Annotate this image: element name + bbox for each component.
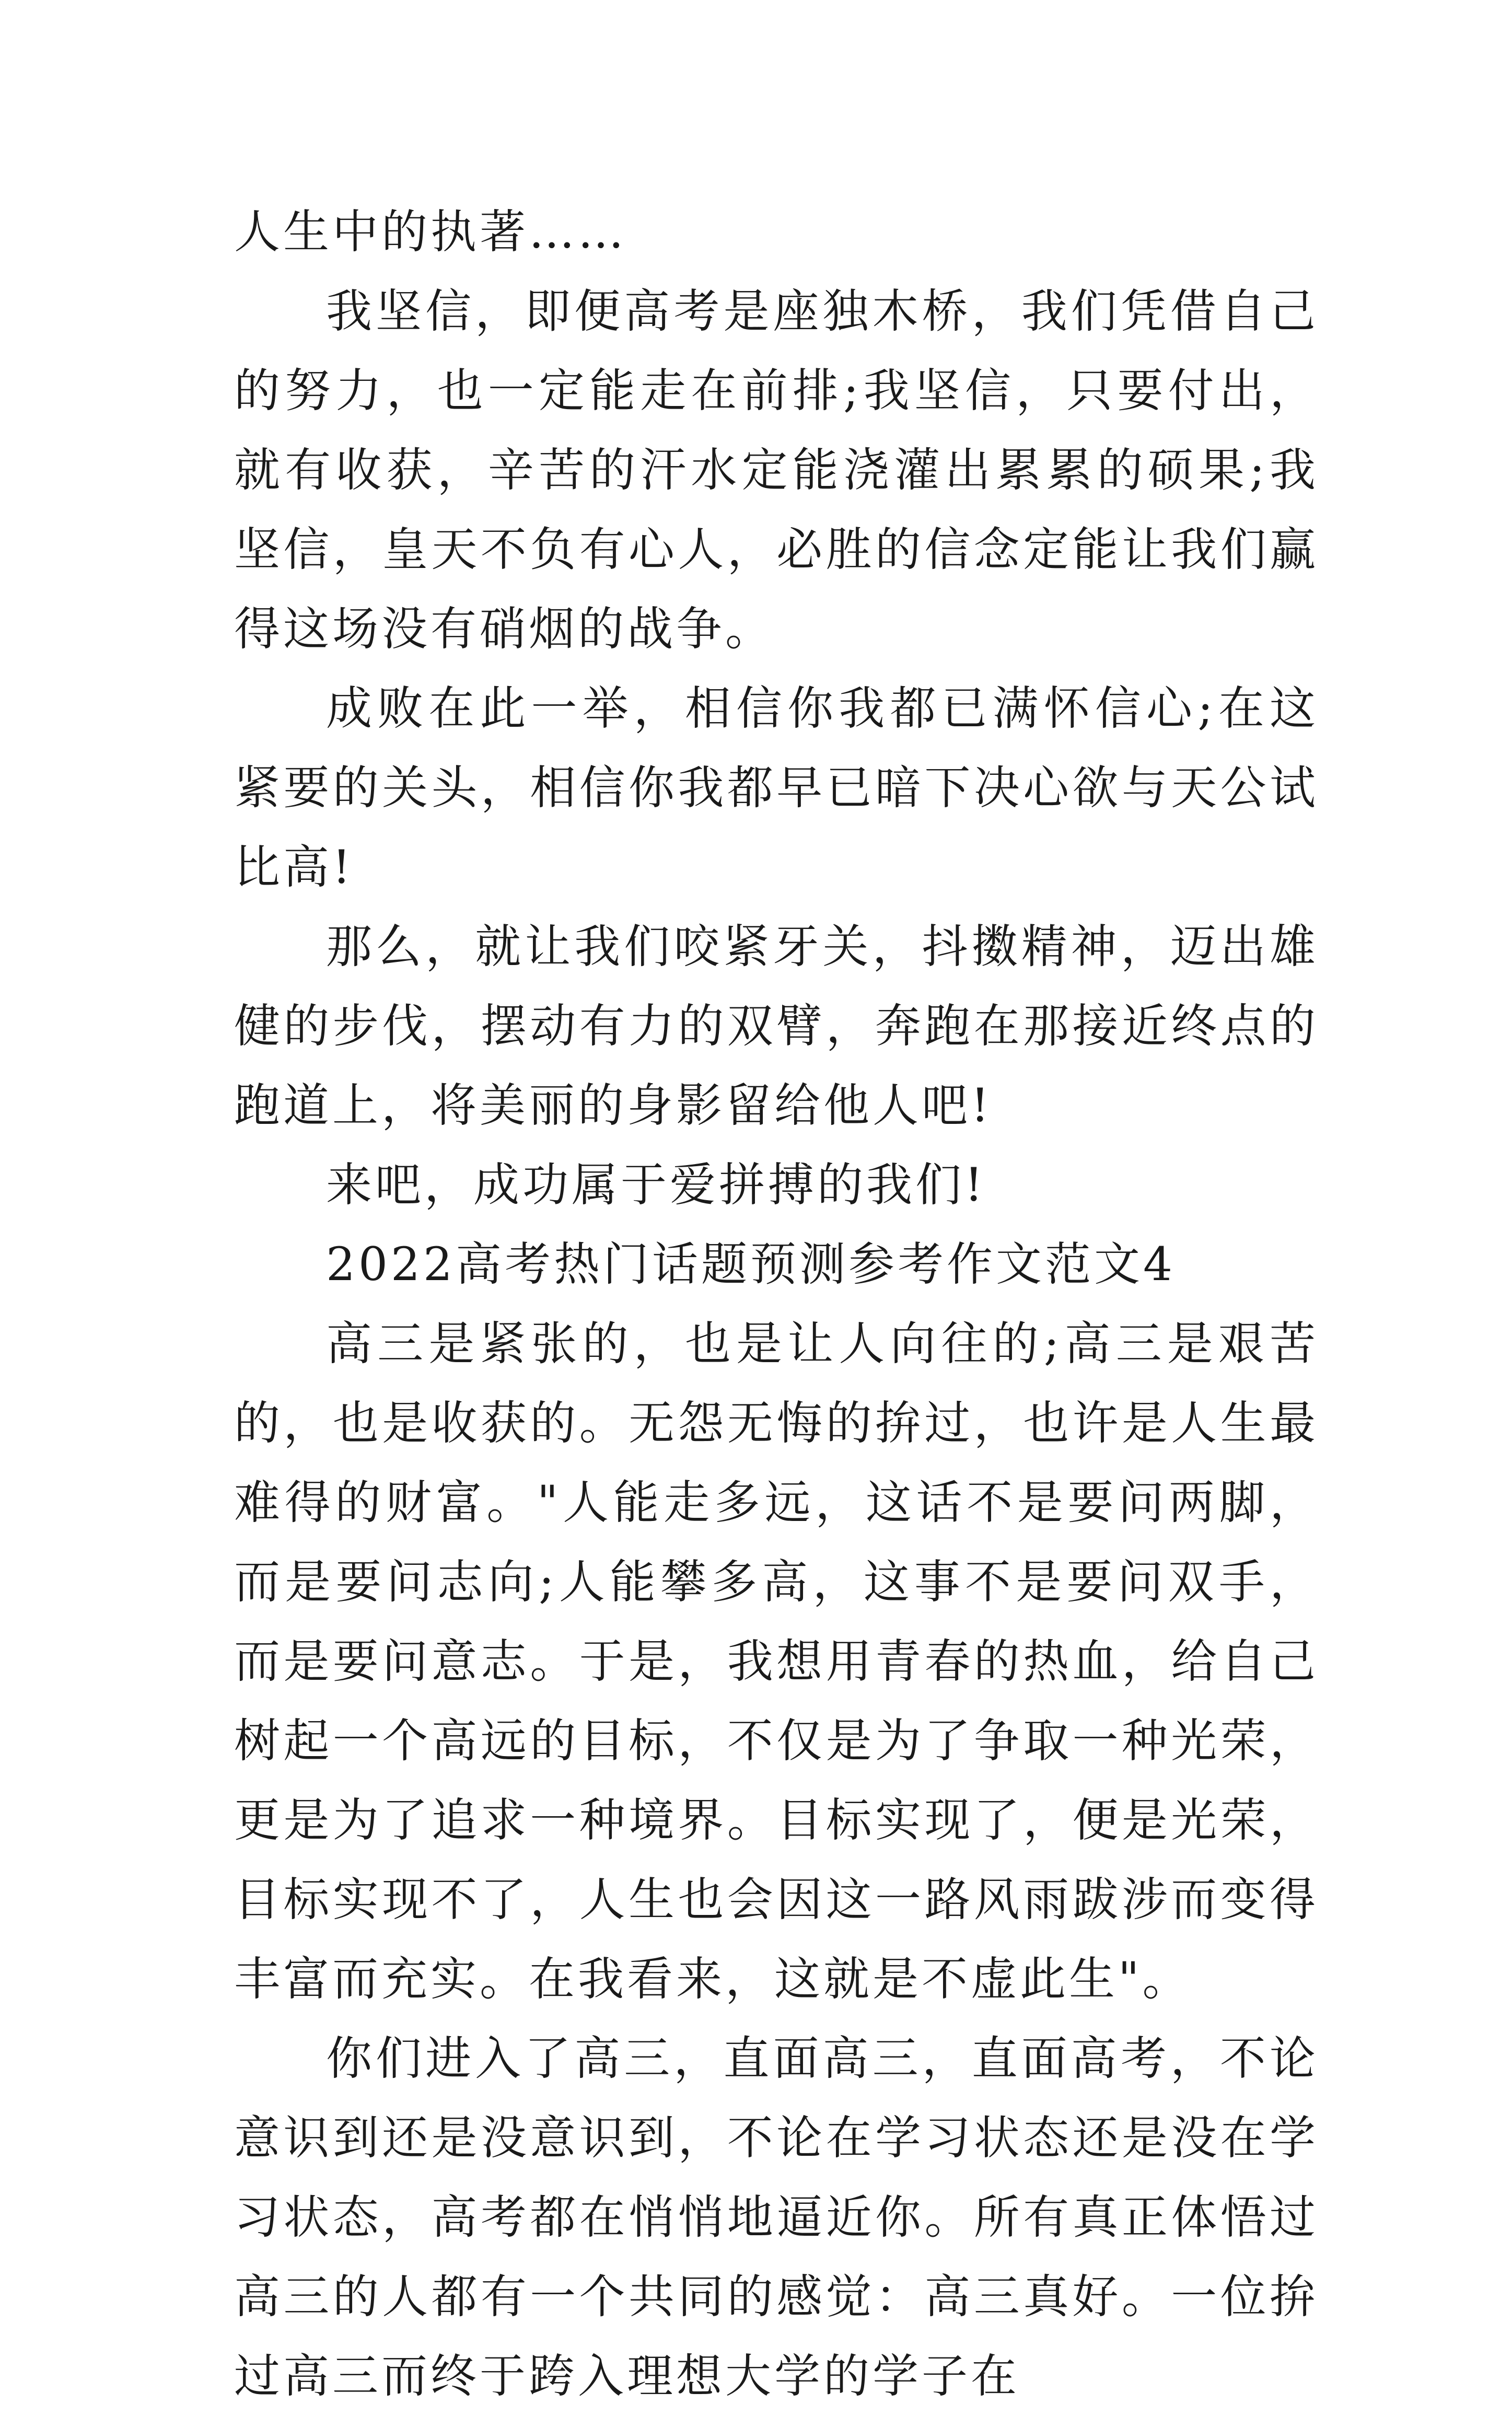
paragraph-senior-year: 高三是紧张的，也是让人向往的;高三是艰苦的，也是收获的。无怨无悔的拚过，也许是人生最难得的财富。"人能走多远，这话不是要问两脚，而是要问志向;人能攀多高，这事不是要问双手，而是要问意志。于是，我想用青春的热血，给自己树起一个高远的目标，不仅是为了争取一种光荣，更是为了追求一种境界。目标实现了，便是光荣，目标实现不了，人生也会因这一路风雨跋涉而变得丰富而充实。在我看来，这就是不虚此生"。: [234, 1317, 1319, 2006]
section-heading: 2022高考热门话题预测参考作文范文4: [326, 1237, 1176, 1291]
paragraph-belief: 我坚信，即便高考是座独木桥，我们凭借自己的努力，也一定能走在前排;我坚信，只要付出，就有收获，辛苦的汗水定能浇灌出累累的硕果;我坚信，皇天不负有心人，必胜的信念定能让我们赢得这场没有硝烟的战争。: [234, 284, 1319, 656]
paragraph-decisive-moment: 成败在此一举，相信你我都已满怀信心;在这紧要的关头，相信你我都早已暗下决心欲与天公试比高!: [234, 681, 1319, 894]
paragraph-encouragement: 那么，就让我们咬紧牙关，抖擞精神，迈出雄健的步伐，摆动有力的双臂，奔跑在那接近终点的跑道上，将美丽的身影留给他人吧!: [234, 920, 1319, 1132]
paragraph-closing: 来吧，成功属于爱拼搏的我们!: [326, 1158, 986, 1212]
document-body: [234, 192, 1319, 2416]
paragraph-continuation: 人生中的执著……: [234, 205, 627, 259]
paragraph-facing-exam: 你们进入了高三，直面高三，直面高考，不论意识到还是没意识到，不论在学习状态还是没在学习状态，高考都在悄悄地逼近你。所有真正体悟过高三的人都有一个共同的感觉：高三真好。一位拚过高三而终于跨入理想大学的学子在: [234, 2031, 1319, 2403]
